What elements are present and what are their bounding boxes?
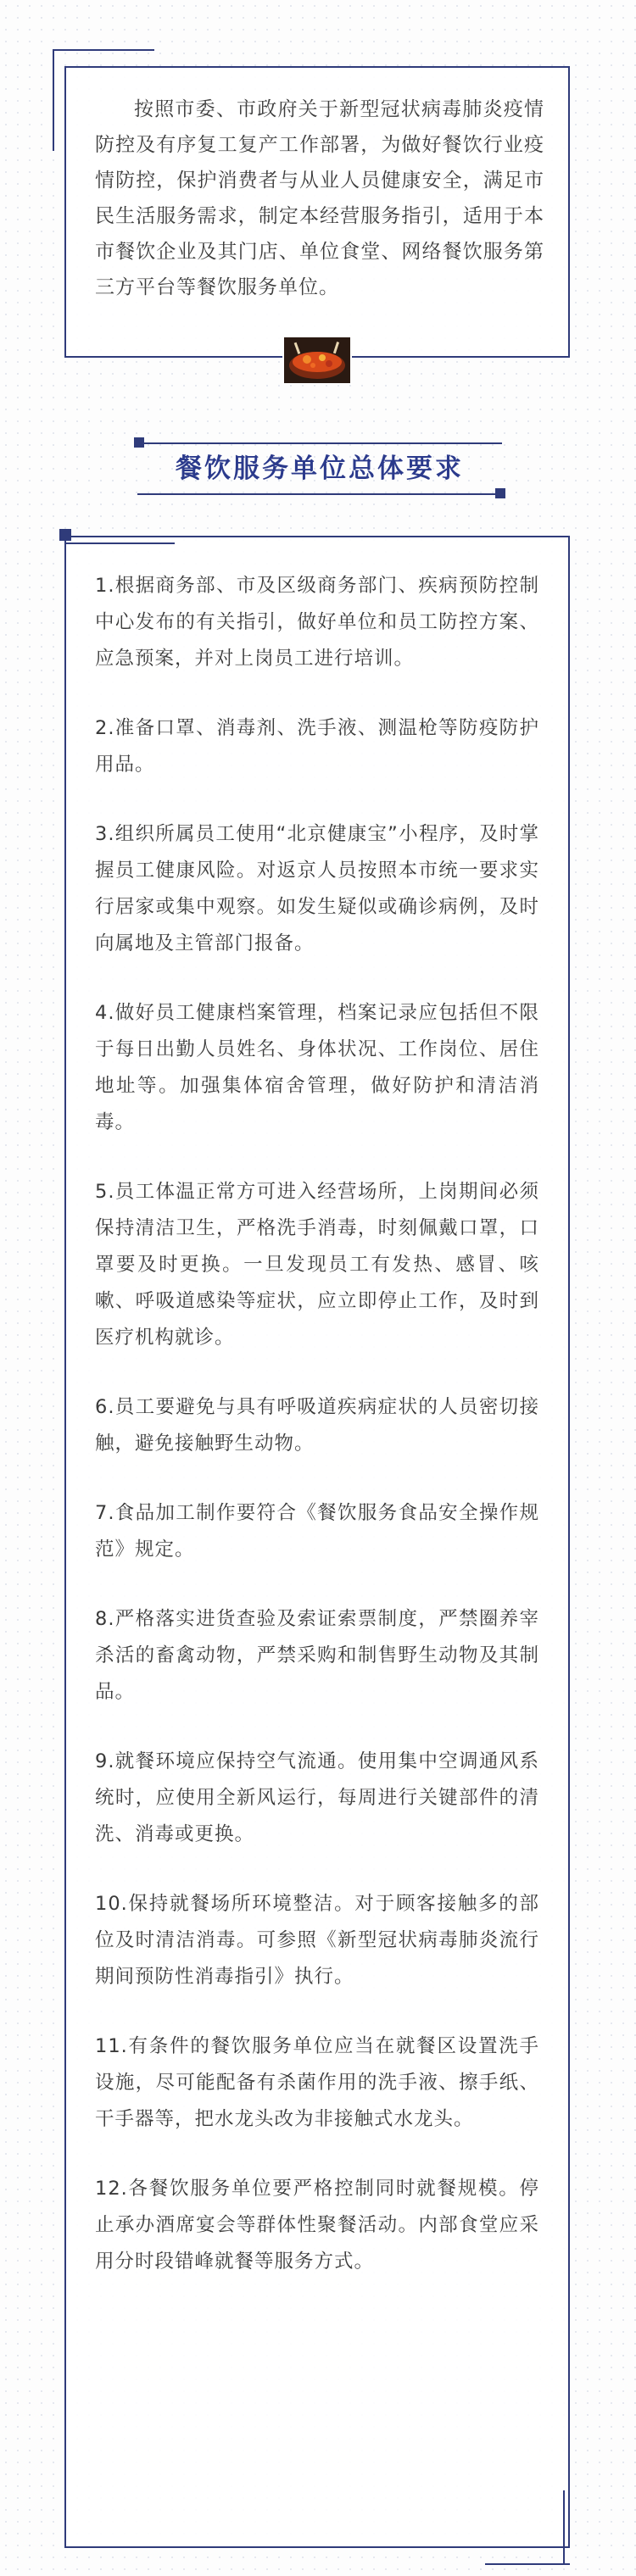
- list-tail-horizontal: [485, 2563, 570, 2565]
- requirement-item-3: 3.组织所属员工使用“北京健康宝”小程序，及时掌握员工健康风险。对返京人员按照本市统一要求实行居家或集中观察。如发生疑似或确诊病例，及时向属地及主管部门报备。: [95, 823, 539, 954]
- requirement-item-6: 6.员工要避免与具有呼吸道疾病症状的人员密切接触，避免接触野生动物。: [95, 1396, 539, 1455]
- requirement-item-10: 10.保持就餐场所环境整洁。对于顾客接触多的部位及时清洁消毒。可参照《新型冠状病毒肺炎流行期间预防性消毒指引》执行。: [95, 1893, 539, 1988]
- list-tail-vertical: [563, 2490, 565, 2565]
- requirement-item-12: 12.各餐饮服务单位要严格控制同时就餐规模。停止承办酒席宴会等群体性聚餐活动。内部食堂应采用分时段错峰就餐等服务方式。: [95, 2178, 539, 2273]
- requirement-item-2: 2.准备口罩、消毒剂、洗手液、测温枪等防疫防护用品。: [95, 717, 539, 776]
- intro-corner-accent-horizontal: [53, 49, 154, 51]
- requirements-list: [95, 568, 539, 2313]
- title-rule-bottom: [137, 493, 502, 495]
- requirement-item-4: 4.做好员工健康档案管理，档案记录应包括但不限于每日出勤人员姓名、身体状况、工作岗位、居住地址等。加强集体宿舍管理，做好防护和清洁消毒。: [95, 1002, 539, 1133]
- list-corner-square: [59, 529, 71, 541]
- requirement-item-11: 11.有条件的餐饮服务单位应当在就餐区设置洗手设施，尽可能配备有杀菌作用的洗手液、擦手纸、干手器等，把水龙头改为非接触式水龙头。: [95, 2035, 539, 2130]
- title-rule-top: [137, 442, 502, 444]
- requirement-item-8: 8.严格落实进货查验及索证索票制度，严禁圈养宰杀活的畜禽动物，严禁采购和制售野生动物及其制品。: [95, 1608, 539, 1703]
- requirement-item-5: 5.员工体温正常方可进入经营场所，上岗期间必须保持清洁卫生，严格洗手消毒，时刻佩戴口罩，口罩要及时更换。一旦发现员工有发热、感冒、咳嗽、呼吸道感染等症状，应立即停止工作，及时到医疗机构就诊。: [95, 1181, 539, 1349]
- section-title-banner: [137, 442, 502, 495]
- list-accent-rule: [64, 542, 175, 544]
- intro-corner-accent-vertical: [53, 49, 54, 151]
- food-bowl-icon: [282, 336, 352, 385]
- requirement-item-7: 7.食品加工制作要符合《餐饮服务食品安全操作规范》规定。: [95, 1502, 539, 1561]
- title-square-left: [134, 437, 144, 448]
- requirement-item-1: 1.根据商务部、市及区级商务部门、疾病预防控制中心发布的有关指引，做好单位和员工防控方案、应急预案，并对上岗员工进行培训。: [95, 575, 539, 670]
- intro-paragraph: 按照市委、市政府关于新型冠状病毒肺炎疫情防控及有序复工复产工作部署，为做好餐饮行业疫情防控，保护消费者与从业人员健康安全，满足市民生活服务需求，制定本经营服务指引，适用于本市餐饮企业及其门店、单位食堂、网络餐饮服务第三方平台等餐饮服务单位。: [95, 98, 544, 298]
- section-title: 餐饮服务单位总体要求: [176, 453, 464, 484]
- title-square-right: [495, 488, 505, 498]
- requirement-item-9: 9.就餐环境应保持空气流通。使用集中空调通风系统时，应使用全新风运行，每周进行关键部件的清洗、消毒或更换。: [95, 1750, 539, 1845]
